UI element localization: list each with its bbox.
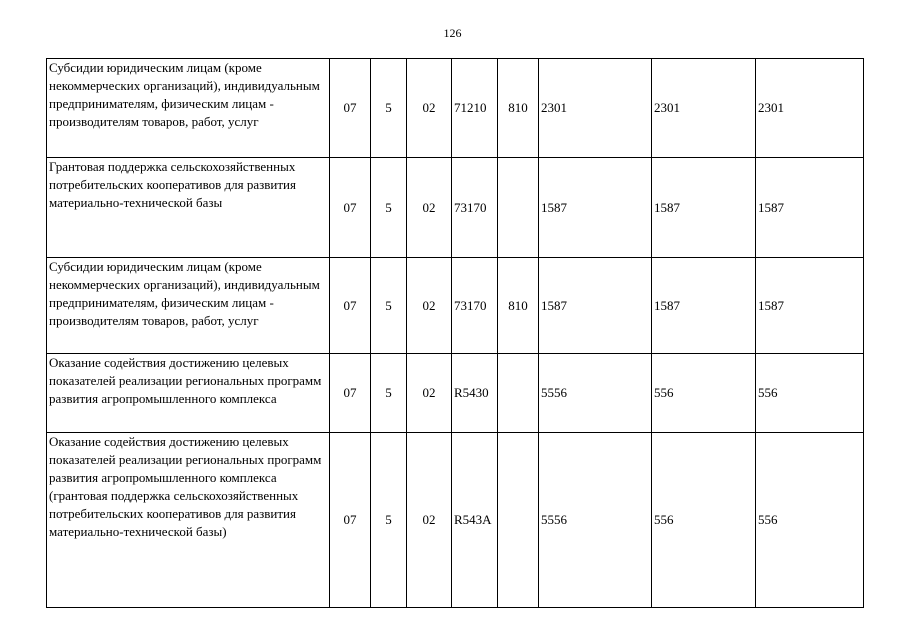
section-code: 07 (330, 158, 371, 258)
amount-year-3: 1587 (756, 158, 864, 258)
target-code: R543A (452, 433, 498, 608)
program-code: 5 (371, 433, 407, 608)
row-name: Грантовая поддержка сельскохозяйственных потребительских кооперативов для развития материально-технической базы (47, 158, 330, 258)
row-name: Субсидии юридическим лицам (кроме некоммерческих организаций), индивидуальным предпринимателям, физическим лицам - производителям товаров, работ, услуг (47, 59, 330, 158)
section-code: 07 (330, 258, 371, 354)
expense-type-code: 810 (498, 258, 539, 354)
table-row (47, 258, 864, 354)
target-code: 71210 (452, 59, 498, 158)
subprogram-code: 02 (407, 258, 452, 354)
target-code: 73170 (452, 158, 498, 258)
expense-type-code (498, 354, 539, 433)
subprogram-code: 02 (407, 158, 452, 258)
subprogram-code: 02 (407, 59, 452, 158)
program-code: 5 (371, 158, 407, 258)
amount-year-3: 556 (756, 354, 864, 433)
amount-year-3: 1587 (756, 258, 864, 354)
amount-year-2: 1587 (652, 158, 756, 258)
target-code: R5430 (452, 354, 498, 433)
page-number: 126 (443, 26, 462, 40)
table-row (47, 354, 864, 433)
amount-year-1: 5556 (539, 354, 652, 433)
amount-year-1: 1587 (539, 158, 652, 258)
amount-year-2: 556 (652, 433, 756, 608)
budget-table (46, 58, 864, 608)
amount-year-1: 5556 (539, 433, 652, 608)
row-name: Оказание содействия достижению целевых показателей реализации региональных программ развития агропромышленного комплекса (47, 354, 330, 433)
row-name: Оказание содействия достижению целевых показателей реализации региональных программ развития агропромышленного комплекса (грантовая поддержка сельскохозяйственных потребительских кооперативов для развития материально-технической базы) (47, 433, 330, 608)
section-code: 07 (330, 354, 371, 433)
program-code: 5 (371, 258, 407, 354)
subprogram-code: 02 (407, 433, 452, 608)
subprogram-code: 02 (407, 354, 452, 433)
table-row (47, 433, 864, 608)
amount-year-3: 556 (756, 433, 864, 608)
program-code: 5 (371, 354, 407, 433)
amount-year-1: 1587 (539, 258, 652, 354)
amount-year-2: 1587 (652, 258, 756, 354)
table-row (47, 158, 864, 258)
amount-year-3: 2301 (756, 59, 864, 158)
expense-type-code (498, 433, 539, 608)
section-code: 07 (330, 433, 371, 608)
table-row (47, 59, 864, 158)
amount-year-2: 556 (652, 354, 756, 433)
expense-type-code: 810 (498, 59, 539, 158)
program-code: 5 (371, 59, 407, 158)
target-code: 73170 (452, 258, 498, 354)
section-code: 07 (330, 59, 371, 158)
amount-year-2: 2301 (652, 59, 756, 158)
row-name: Субсидии юридическим лицам (кроме некоммерческих организаций), индивидуальным предпринимателям, физическим лицам - производителям товаров, работ, услуг (47, 258, 330, 354)
amount-year-1: 2301 (539, 59, 652, 158)
expense-type-code (498, 158, 539, 258)
